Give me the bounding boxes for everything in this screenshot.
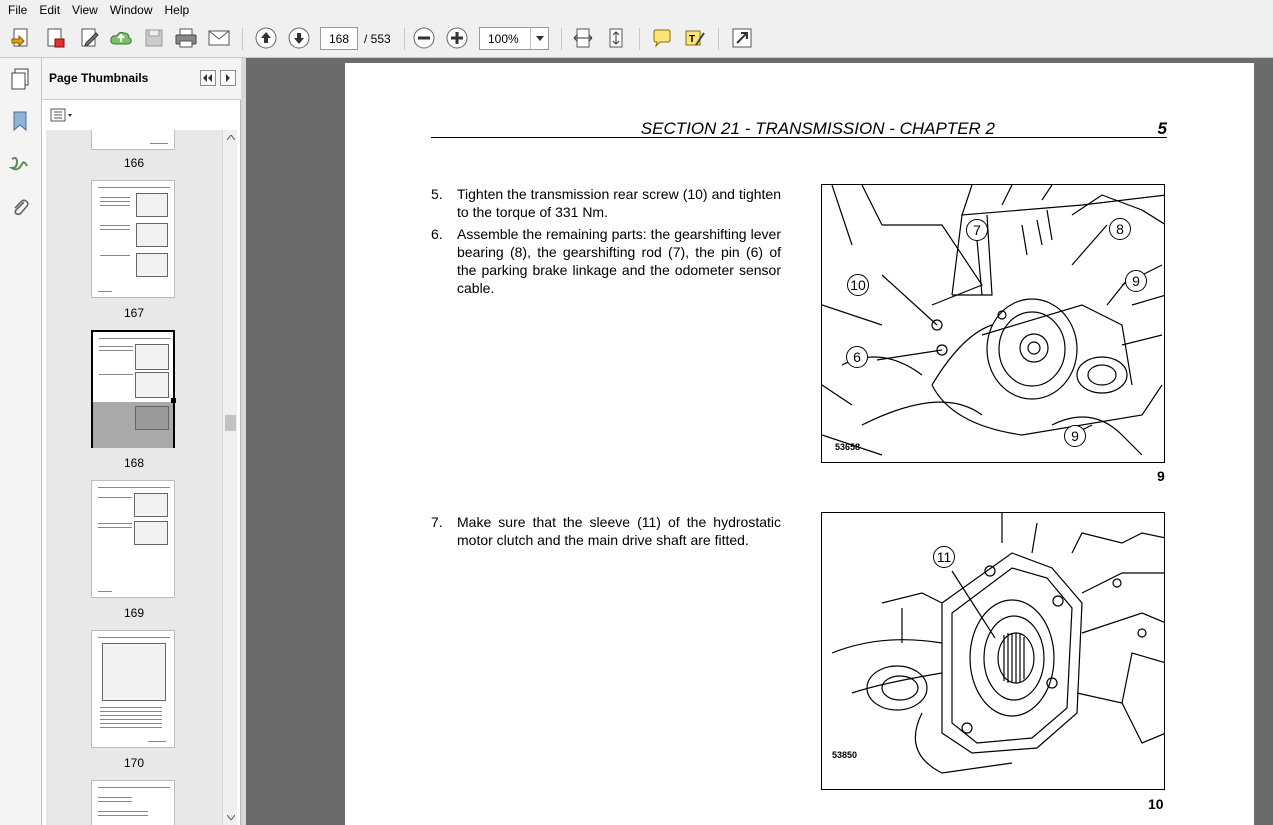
zoom-out-icon[interactable]	[411, 25, 437, 51]
toolbar	[0, 20, 1273, 58]
figure-code: 53850	[832, 750, 858, 760]
scroll-up-icon[interactable]	[223, 130, 238, 145]
fit-width-icon[interactable]	[570, 25, 596, 51]
page-thumbnail[interactable]	[91, 480, 175, 598]
thumbnail-page-number: 167	[123, 306, 145, 320]
chevron-down-icon[interactable]	[530, 28, 548, 49]
callout-9-lower: 9	[1064, 425, 1086, 447]
thumbnail-page-number: 166	[123, 156, 145, 170]
clutch-drawing	[822, 513, 1165, 790]
toolbar-separator	[242, 28, 243, 50]
figure-number: 9	[1157, 468, 1165, 484]
thumbnails-header	[42, 58, 241, 100]
menu-edit[interactable]: Edit	[39, 3, 61, 17]
scrollbar-thumb[interactable]	[225, 415, 236, 431]
document-viewport[interactable]	[246, 58, 1273, 825]
page-number: 5	[1157, 119, 1167, 138]
section-title: SECTION 21 - TRANSMISSION - CHAPTER 2	[640, 119, 995, 138]
callout-9: 9	[1125, 270, 1147, 292]
instruction-step	[431, 225, 781, 297]
fit-page-icon[interactable]	[603, 25, 629, 51]
instruction-step	[431, 185, 781, 221]
create-icon[interactable]	[8, 25, 34, 51]
print-icon[interactable]	[173, 25, 199, 51]
step-number: 7.	[431, 514, 443, 530]
zoom-value: 100%	[488, 32, 519, 46]
callout-8: 8	[1109, 218, 1131, 240]
callout-7: 7	[966, 219, 988, 241]
fullscreen-icon[interactable]	[729, 25, 755, 51]
page-total: / 553	[364, 32, 391, 46]
figure-code: 53658	[835, 442, 861, 452]
figure-9-illustration	[821, 184, 1165, 463]
upload-icon[interactable]	[108, 25, 134, 51]
figure-number: 10	[1148, 796, 1164, 812]
step-number: 5.	[431, 186, 443, 202]
thumbnail-page-number: 168	[123, 456, 145, 470]
export-icon[interactable]	[42, 25, 68, 51]
save-icon[interactable]	[141, 25, 167, 51]
next-page-icon[interactable]	[286, 25, 312, 51]
menu-bar	[0, 0, 1273, 20]
toolbar-separator	[718, 28, 719, 50]
thumbnail-page-number: 170	[123, 756, 145, 770]
page-thumbnails-icon[interactable]	[7, 66, 33, 92]
thumbnails-panel	[42, 58, 241, 825]
thumbnail-page-number: 169	[123, 606, 145, 620]
step-text: Assemble the remaining parts: the gearshifting lever bearing (8), the gearshifting rod (7), the pin (6) of the parking brake linkage and the odometer sensor cable.	[457, 226, 781, 296]
menu-window[interactable]: Window	[109, 3, 153, 17]
callout-6: 6	[846, 346, 868, 368]
zoom-select[interactable]	[479, 27, 549, 50]
panel-title: Page Thumbnails	[49, 71, 149, 85]
step-text: Tighten the transmission rear screw (10) and tighten to the torque of 331 Nm.	[457, 186, 781, 220]
page-number-input[interactable]	[320, 27, 358, 50]
signatures-icon[interactable]	[7, 152, 33, 178]
page-thumbnail[interactable]	[91, 780, 175, 825]
toolbar-separator	[404, 28, 405, 50]
callout-11: 11	[933, 546, 955, 568]
navigation-rail	[0, 58, 42, 825]
zoom-in-icon[interactable]	[444, 25, 470, 51]
resize-handle[interactable]	[171, 398, 176, 403]
page-thumbnail[interactable]	[91, 130, 175, 150]
panel-options-arrow[interactable]	[220, 70, 236, 86]
step-text: Make sure that the sleeve (11) of the hydrostatic motor clutch and the main drive shaft are fitted.	[457, 514, 781, 548]
thumbnails-scrollbar[interactable]	[222, 130, 237, 825]
callout-10: 10	[847, 274, 869, 296]
document-page	[345, 63, 1254, 825]
edit-icon[interactable]	[76, 25, 102, 51]
attachments-icon[interactable]	[7, 194, 33, 220]
comment-icon[interactable]	[649, 25, 675, 51]
menu-view[interactable]: View	[72, 3, 98, 17]
toolbar-separator	[561, 28, 562, 50]
highlight-icon[interactable]	[682, 25, 708, 51]
toolbar-separator	[639, 28, 640, 50]
bookmarks-icon[interactable]	[7, 108, 33, 134]
svg-text:T: T	[689, 34, 696, 45]
menu-file[interactable]: File	[8, 3, 28, 17]
previous-page-icon[interactable]	[253, 25, 279, 51]
thumbnail-options-icon[interactable]	[49, 106, 75, 124]
thumbnail-list	[46, 130, 222, 825]
menu-help[interactable]: Help	[164, 3, 190, 17]
page-thumbnail[interactable]	[91, 630, 175, 748]
collapse-panel-button[interactable]	[200, 70, 216, 86]
page-thumbnail-selected[interactable]	[91, 330, 175, 448]
step-number: 6.	[431, 226, 443, 242]
email-icon[interactable]	[206, 25, 232, 51]
figure-10-illustration	[821, 512, 1165, 790]
instruction-step	[431, 513, 781, 549]
page-thumbnail[interactable]	[91, 180, 175, 298]
scroll-down-icon[interactable]	[223, 810, 238, 825]
page-header	[431, 118, 1167, 138]
